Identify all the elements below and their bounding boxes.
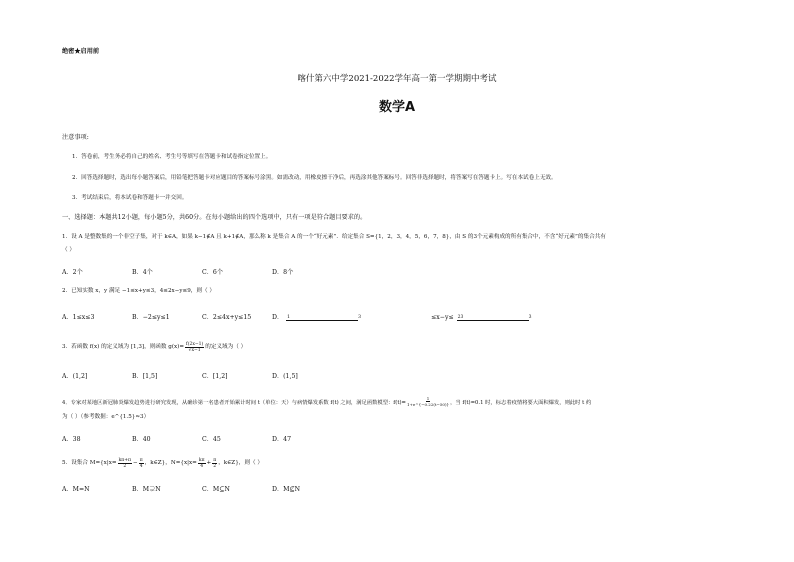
question-5-stem: 5．设集合 M={x|x= $\frac{k\pi+\pi}{2}$ − $\frac{\pi}{4}$ ，k∈Z}，N={x|x= $\frac{k\pi}{4}$ + $\frac{\pi}{2}$ ，k∈Z}，则（ ） [62,458,263,469]
question-1-stem: 1．设 A 是整数集的一个非空子集，对于 k∈A，如果 k−1∉A 且 k+1∉A，那么称 k 是集合 A 的一个“好元素”．给定集合 S={1，2，3，4，5，6，7，8}，由 S 的3个元素构成的所有集合中，不含“好元素”的集合共有 [62,234,606,240]
subject-title: 数学A [378,100,416,115]
question-5-options [62,484,342,493]
option-d: D． 1 3 ≤x−y≤ 23 3 [272,314,532,321]
question-4-line2: 为（ ）（参考数据：e^{1.5}≈3） [62,414,150,420]
option-c: C．[1,2] [202,373,228,380]
option-b: B．−2≤y≤1 [132,314,170,321]
option-b: B．M⊋N [132,486,161,493]
note-item-1: 1．答卷前，考生务必将自己的姓名、考生号等填写在答题卡和试卷指定位置上。 [72,154,272,160]
question-1-paren: （ ） [62,247,75,253]
section-heading: 一、选择题：本题共12小题，每小题5分，共60分。在每小题给出的四个选项中，只有一项是符合题目要求的。 [62,214,367,221]
exam-title: 喀什第六中学2021-2022学年高一第一学期期中考试 [297,74,497,84]
option-d: D．8个 [272,269,294,276]
option-a: A．2个 [62,269,83,276]
question-1-options [62,267,342,276]
option-c: C．M⊆N [202,486,230,493]
question-3-stem: 3．若函数 f(x) 的定义域为 [1,3]，则函数 g(x)= $\frac{f(2x-1)}{√x-1}$ 的定义域为（ ） [62,342,247,353]
question-2-stem: 2．已知实数 x，y 满足 −1≤x+y≤3，4≤2x−y≤9，则（ ） [62,288,215,294]
question-4-options [62,434,342,443]
option-d: D．(1,5] [272,373,298,380]
option-c: C．45 [202,436,221,443]
option-b: B．[1,5] [132,373,158,380]
note-item-3: 3．考试结束后，将本试卷和答题卡一并交回。 [72,195,188,201]
option-d: D．47 [272,436,292,443]
notes-heading: 注意事项: [62,134,89,141]
question-4-stem: 4．专家对某地区新冠肺炎爆发趋势进行研究发现，从确诊第一名患者开始累计时间 t（单位：天）与病情爆发系数 f(t) 之间，满足函数模型：f(t)= $\frac{1}{1+e\^{}\{-0.22(t-50)\}}$ ，当 f(t)=0.1 时，标志着疫情将要大面积爆发，则此时 t 约 [62,396,592,407]
option-c: C．2≤4x+y≤15 [202,314,252,321]
note-item-2: 2．回答选择题时，选出每小题答案后，用铅笔把答题卡对应题目的答案标号涂黑。如需改动，用橡皮擦干净后，再选涂其他答案标号。回答非选择题时，将答案写在答题卡上。写在本试卷上无效。 [72,175,557,181]
option-b: B．40 [132,436,151,443]
option-c: C．6个 [202,269,224,276]
option-a: A．1≤x≤3 [62,314,95,321]
option-d: D．M⊈N [272,486,301,493]
question-3-options [62,371,342,380]
option-a: A．(1,2] [62,373,88,380]
option-a: A．M=N [62,486,90,493]
question-2-options [62,312,600,321]
secret-label: 绝密★启用前 [62,48,100,55]
option-b: B．4个 [132,269,153,276]
option-a: A．38 [62,436,81,443]
